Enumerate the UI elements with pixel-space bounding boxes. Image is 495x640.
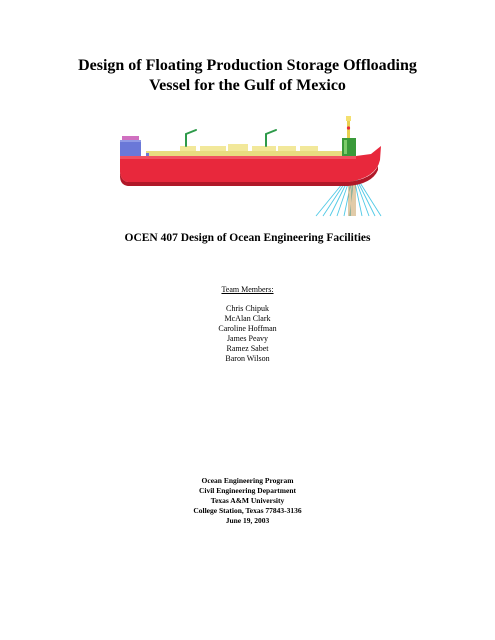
address-line: College Station, Texas 77843-3136: [193, 506, 302, 515]
department-name: Civil Engineering Department: [198, 486, 297, 495]
living-quarters: [120, 136, 141, 156]
team-members-label: Team Members:: [221, 285, 274, 294]
team-member: Baron Wilson: [225, 354, 270, 363]
team-member: Chris Chipuk: [226, 304, 269, 313]
team-member: McAlan Clark: [224, 314, 271, 323]
fpso-vessel-illustration: [116, 112, 384, 218]
university-name: Texas A&M University: [210, 496, 285, 505]
deck-cranes: [186, 130, 276, 146]
document-title: [0, 56, 495, 96]
title-line: Design of Floating Production Storage Offloading: [78, 57, 417, 74]
course-title: OCEN 407 Design of Ocean Engineering Facilities: [124, 232, 371, 244]
team-member: Ramez Sabet: [226, 344, 269, 353]
process-modules: [146, 144, 346, 156]
team-members-list: [0, 304, 495, 364]
affiliation-block: [0, 476, 495, 526]
program-name: Ocean Engineering Program: [201, 476, 294, 485]
team-member: Caroline Hoffman: [218, 324, 277, 333]
document-date: June 19, 2003: [225, 516, 270, 525]
title-line: Vessel for the Gulf of Mexico: [149, 77, 346, 94]
team-member: James Peavy: [226, 334, 269, 343]
turret-tower: [342, 116, 356, 156]
